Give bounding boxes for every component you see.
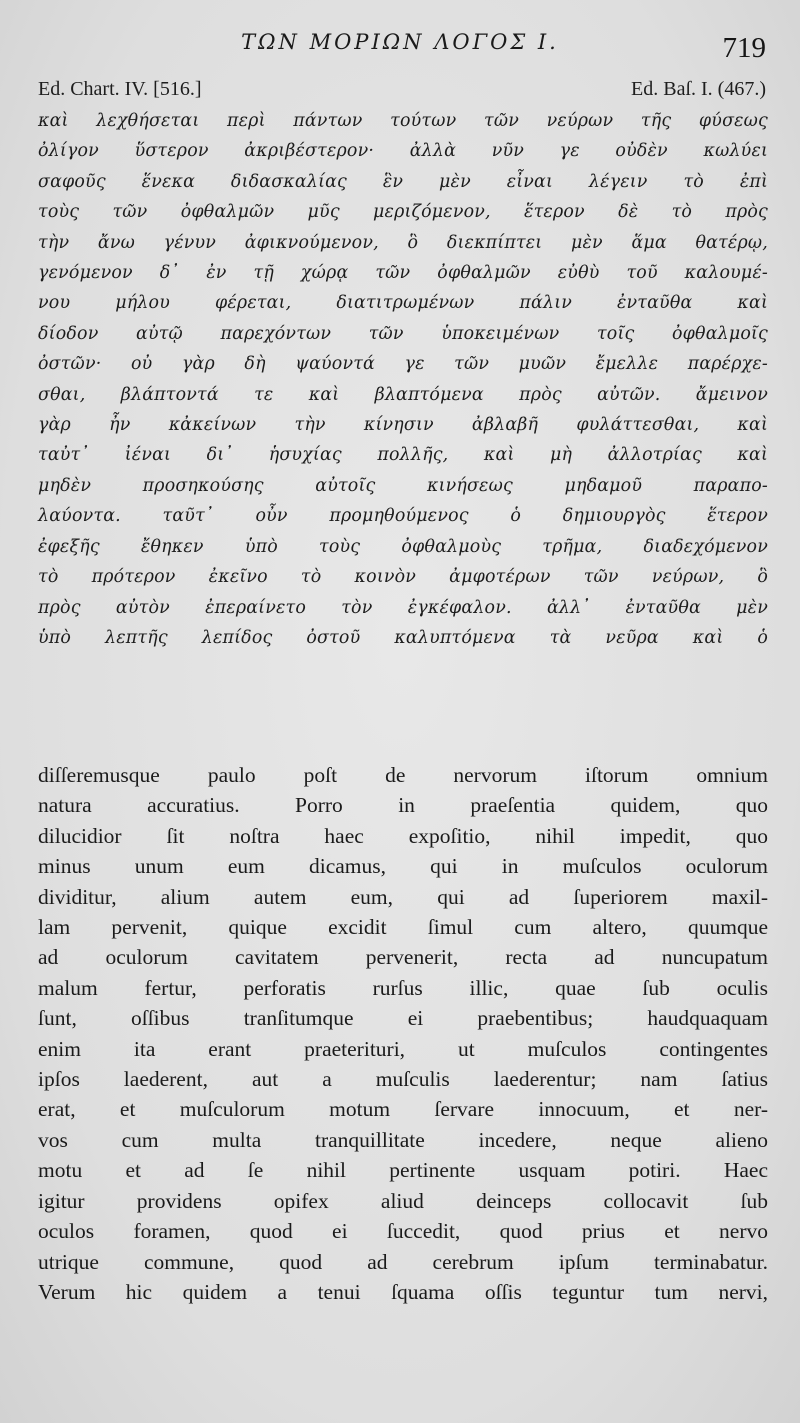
edition-basel-ref: Ed. Baſ. I. (467.): [631, 78, 766, 100]
latin-line: ad oculorum cavitatem pervenerit, recta ad nuncupatum: [38, 945, 768, 970]
greek-line: νου μήλου φέρεται, διατιτρωμένων πάλιν ἐνταῦθα καὶ: [38, 293, 768, 314]
latin-line: oculos foramen, quod ei ſuccedit, quod prius et nervo: [38, 1219, 768, 1244]
greek-line: πρὸς αὐτὸν ἐπεραίνετο τὸν ἐγκέφαλον. ἀλλ᾽ ἐνταῦθα μὲν: [38, 597, 768, 618]
latin-line: natura accuratius. Porro in praeſentia quidem, quo: [38, 793, 768, 818]
latin-line: lam pervenit, quique excidit ſimul cum altero, quumque: [38, 915, 768, 940]
running-title: ΤΩΝ ΜΟΡΙΩΝ ΛΟΓΟΣ Ι.: [241, 30, 559, 54]
latin-line: malum fertur, perforatis rurſus illic, quae ſub oculis: [38, 975, 768, 1000]
greek-line: τὴν ἄνω γένυν ἀφικνούμενον, ὃ διεκπίπτει μὲν ἅμα θατέρῳ,: [38, 232, 768, 253]
latin-line: utrique commune, quod ad cerebrum ipſum terminabatur.: [38, 1249, 768, 1274]
greek-line: τὸ πρότερον ἐκεῖνο τὸ κοινὸν ἀμφοτέρων τῶν νεύρων, ὃ: [38, 567, 768, 588]
latin-line: motu et ad ſe nihil pertinente usquam potiri. Haec: [38, 1158, 768, 1183]
latin-line: vos cum multa tranquillitate incedere, neque alieno: [38, 1127, 768, 1152]
latin-line: ſunt, oſſibus tranſitumque ei praebentibus; haudquaquam: [38, 1006, 768, 1031]
greek-line: σαφοῦς ἕνεκα διδασκαλίας ἓν μὲν εἶναι λέγειν τὸ ἐπὶ: [38, 171, 768, 192]
latin-line: dilucidior ſit noſtra haec expoſitio, nihil impedit, quo: [38, 823, 768, 848]
latin-line: diſſeremusque paulo poſt de nervorum iſtorum omnium: [38, 763, 768, 787]
greek-line: ἐφεξῆς ἔθηκεν ὑπὸ τοὺς ὀφθαλμοὺς τρῆμα, διαδεχόμενον: [38, 536, 768, 557]
page-number: 719: [722, 32, 766, 64]
latin-text-block: [38, 760, 768, 1307]
greek-line: καὶ λεχθήσεται περὶ πάντων τούτων τῶν νεύρων τῆς φύσεως: [38, 111, 768, 131]
latin-line: igitur providens opifex aliud deinceps collocavit ſub: [38, 1188, 768, 1213]
latin-line: dividitur, alium autem eum, qui ad ſuperiorem maxil-: [38, 884, 768, 909]
greek-line: μηδὲν προσηκούσης αὐτοῖς κινήσεως μηδαμοῦ παραπο-: [38, 475, 768, 496]
greek-line: τοὺς τῶν ὀφθαλμῶν μῦς μεριζόμενον, ἕτερον δὲ τὸ πρὸς: [38, 202, 768, 223]
greek-text-block: [38, 106, 768, 653]
latin-line: enim ita erant praeterituri, ut muſculos contingentes: [38, 1036, 768, 1061]
latin-line: minus unum eum dicamus, qui in muſculos oculorum: [38, 854, 768, 879]
edition-chartier-ref: Ed. Chart. IV. [516.]: [38, 78, 202, 100]
greek-line: ὀστῶν· οὐ γὰρ δὴ ψαύοντά γε τῶν μυῶν ἔμελλε παρέρχε-: [38, 354, 768, 375]
greek-line: γὰρ ἦν κἀκείνων τὴν κίνησιν ἀβλαβῆ φυλάττεσθαι, καὶ: [38, 415, 768, 436]
edition-reference-line: [38, 78, 766, 104]
greek-line: ὀλίγον ὕστερον ἀκριβέστερον· ἀλλὰ νῦν γε οὐδὲν κωλύει: [38, 141, 768, 162]
latin-line: Verum hic quidem a tenui ſquama oſſis teguntur tum nervi,: [38, 1279, 768, 1304]
greek-line: ταὐτ᾽ ἰέναι δι᾽ ἡσυχίας πολλῆς, καὶ μὴ ἀλλοτρίας καὶ: [38, 445, 768, 466]
greek-line: ὑπὸ λεπτῆς λεπίδος ὀστοῦ καλυπτόμενα τὰ νεῦρα καὶ ὁ: [38, 627, 768, 648]
latin-line: ipſos laederent, aut a muſculis laederentur; nam ſatius: [38, 1067, 768, 1092]
greek-line: δίοδον αὐτῷ παρεχόντων τῶν ὑποκειμένων τοῖς ὀφθαλμοῖς: [38, 323, 768, 344]
greek-line: λαύοντα. ταῦτ᾽ οὖν προμηθούμενος ὁ δημιουργὸς ἕτερον: [38, 506, 768, 527]
latin-line: erat, et muſculorum motum ſervare innocuum, et ner-: [38, 1097, 768, 1122]
greek-line: σθαι, βλάπτοντά τε καὶ βλαπτόμενα πρὸς αὐτῶν. ἄμεινον: [38, 384, 768, 405]
greek-line: γενόμενον δ᾽ ἐν τῇ χώρᾳ τῶν ὀφθαλμῶν εὐθὺ τοῦ καλουμέ-: [38, 263, 768, 284]
